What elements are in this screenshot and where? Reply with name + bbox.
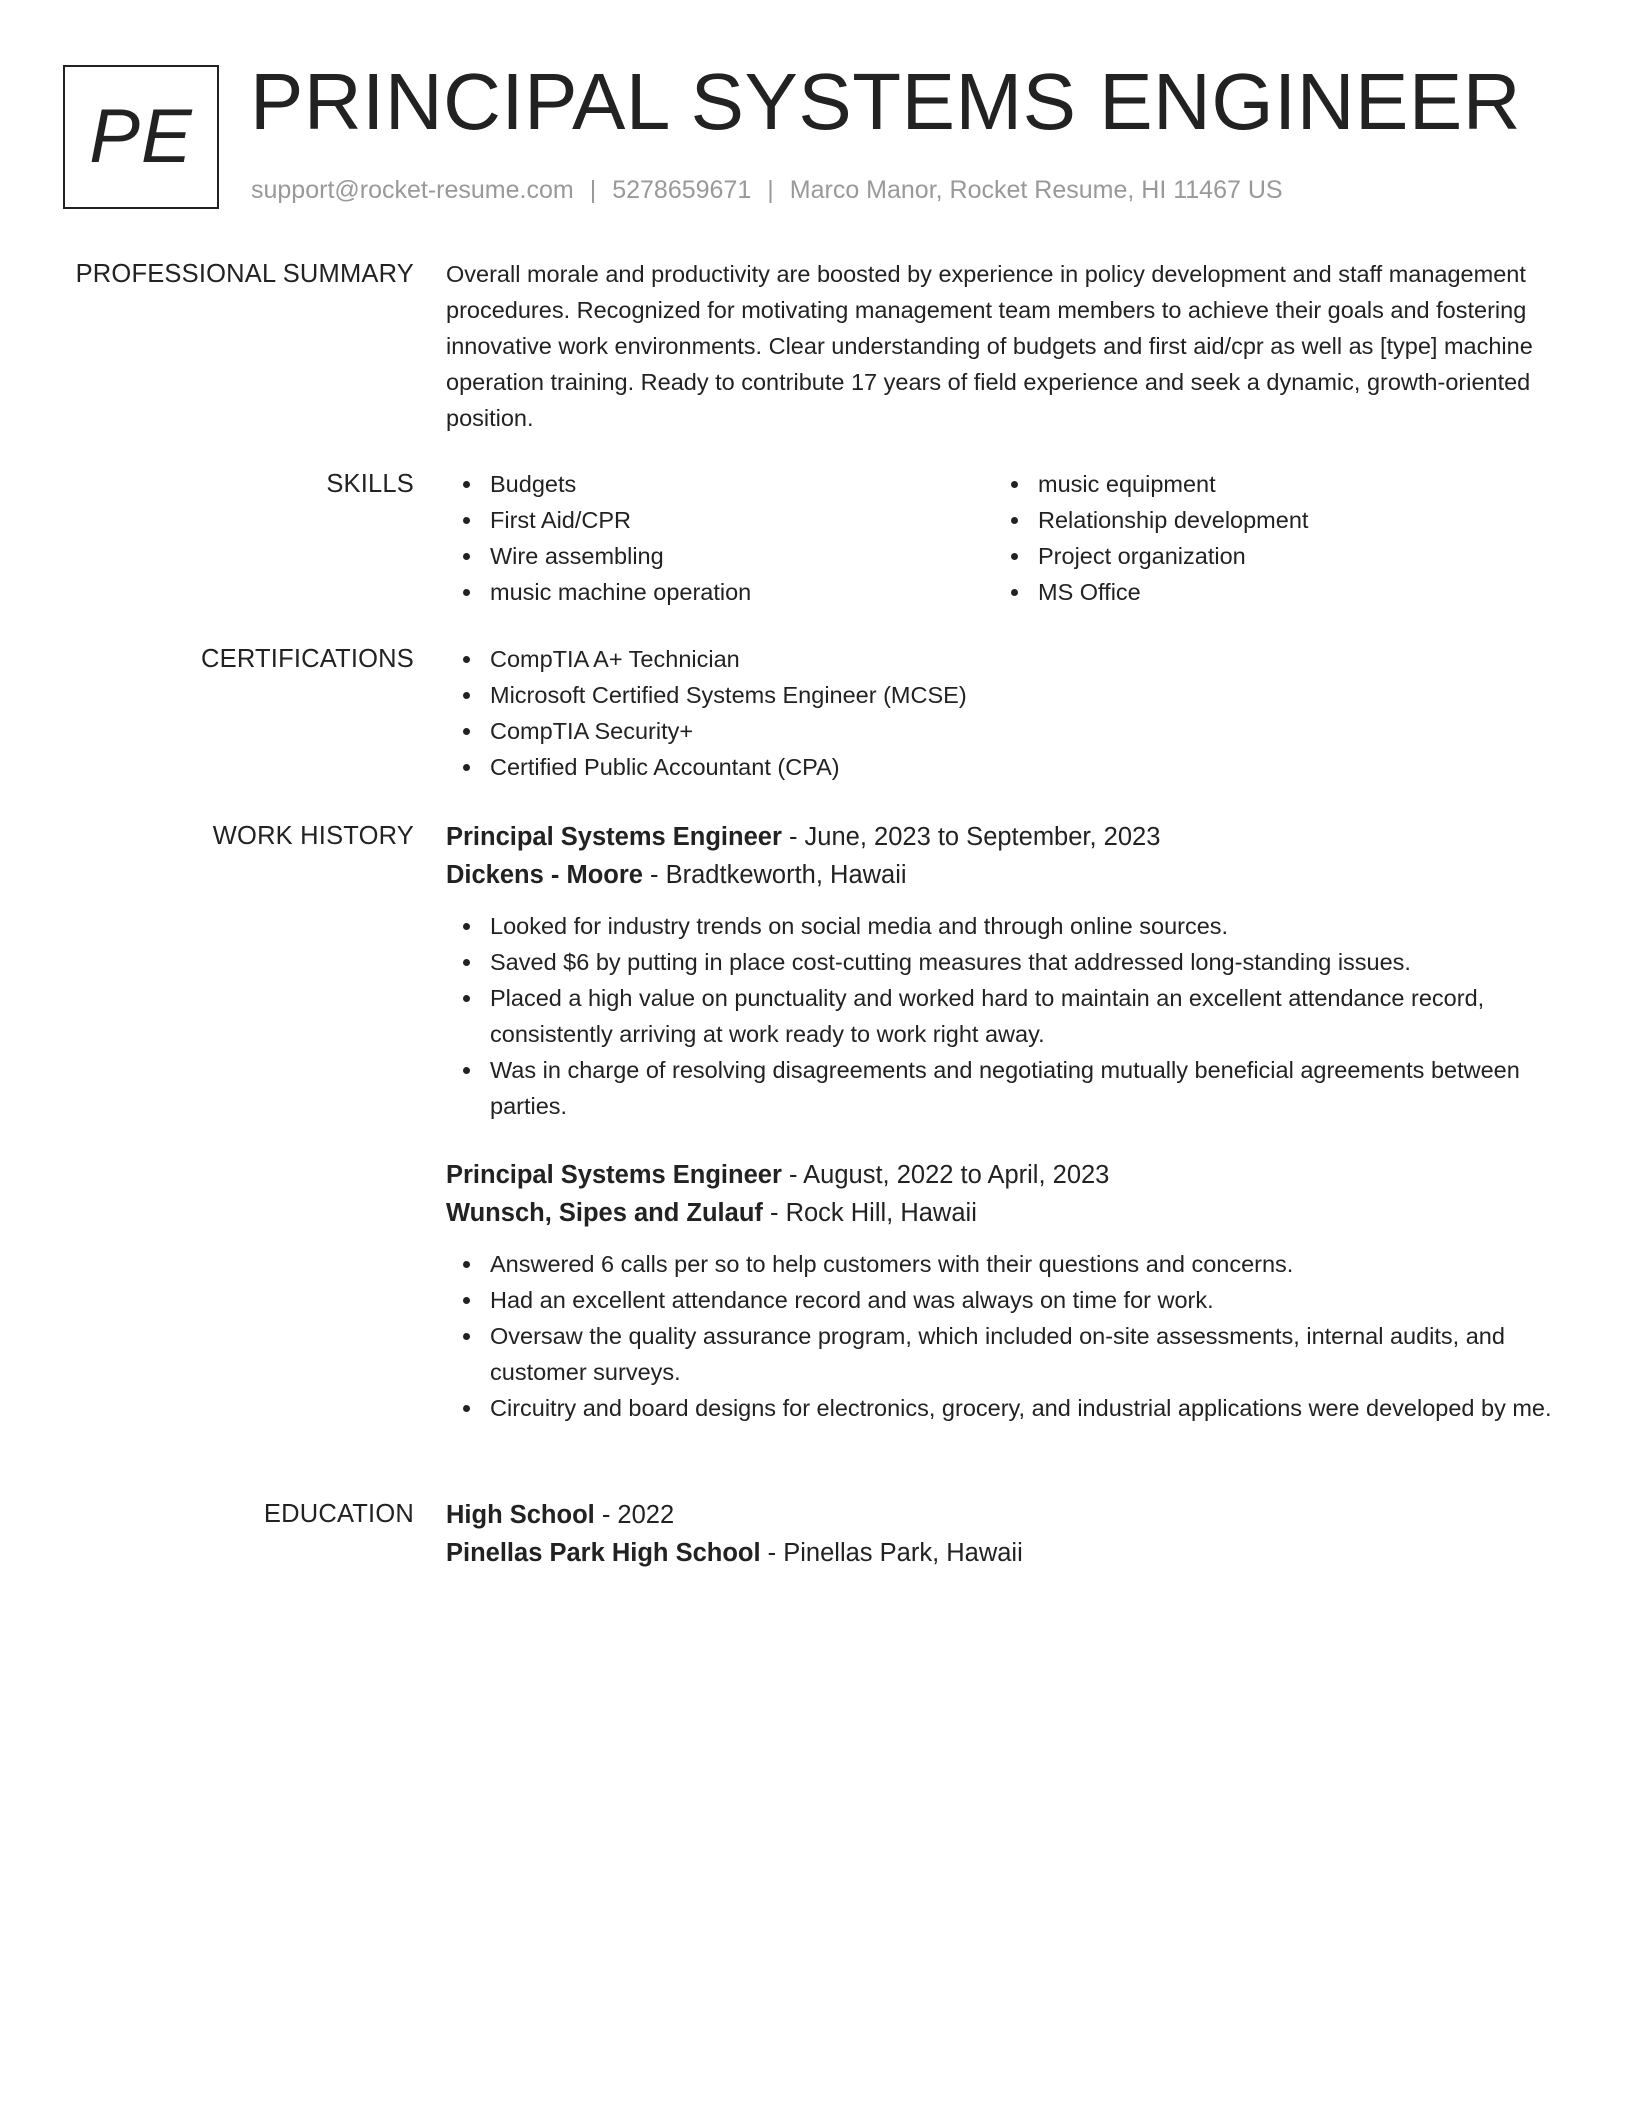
section-heading-work-history: WORK HISTORY [212, 822, 414, 850]
job-duty: Had an excellent attendance record and was always on time for work. [446, 1282, 1562, 1318]
job-company: Wunsch, Sipes and Zulauf [446, 1199, 763, 1227]
contact-separator: | [767, 176, 774, 204]
certification-item: CompTIA A+ Technician [446, 641, 1562, 677]
job-duties-list [446, 1246, 1562, 1426]
job-title: Principal Systems Engineer [446, 1161, 782, 1189]
contact-address: Marco Manor, Rocket Resume, HI 11467 US [789, 176, 1283, 204]
skills-list-left [446, 466, 994, 610]
job-title-line [446, 818, 1562, 856]
skill-item: Relationship development [994, 502, 1542, 538]
job-duties-list [446, 908, 1562, 1124]
job-dates: - August, 2022 to April, 2023 [781, 1161, 1110, 1189]
skill-item: MS Office [994, 574, 1542, 610]
section-heading-education: EDUCATION [263, 1500, 414, 1528]
education-degree: High School [446, 1501, 595, 1529]
certifications-list [446, 641, 1562, 785]
skill-item: music equipment [994, 466, 1542, 502]
monogram-box [63, 65, 219, 209]
job-company: Dickens - Moore [446, 861, 643, 889]
job-dates: - June, 2023 to September, 2023 [781, 823, 1161, 851]
job-location: - Bradtkeworth, Hawaii [642, 861, 907, 889]
job-duty: Oversaw the quality assurance program, which included on-site assessments, internal audits, and customer surveys. [446, 1318, 1562, 1390]
job-duty: Was in charge of resolving disagreements and negotiating mutually beneficial agreements between parties. [446, 1052, 1562, 1124]
education-school: Pinellas Park High School [446, 1539, 761, 1567]
education-year: - 2022 [594, 1501, 675, 1529]
job-duty: Looked for industry trends on social media and through online sources. [446, 908, 1562, 944]
section-heading-summary: PROFESSIONAL SUMMARY [75, 260, 414, 288]
section-heading-certifications: CERTIFICATIONS [201, 645, 414, 673]
job-duty: Placed a high value on punctuality and worked hard to maintain an excellent attendance record, consistently arriving at work ready to work right away. [446, 980, 1562, 1052]
education-degree-line [446, 1496, 1562, 1534]
monogram-initials: PE [89, 94, 193, 179]
job-duty: Answered 6 calls per so to help customers with their questions and concerns. [446, 1246, 1562, 1282]
certification-item: CompTIA Security+ [446, 713, 1562, 749]
job-company-line [446, 856, 1562, 894]
contact-email: support@rocket-resume.com [251, 176, 574, 204]
skill-item: First Aid/CPR [446, 502, 994, 538]
job-entry [446, 818, 1562, 1124]
job-company-line [446, 1194, 1562, 1232]
skill-item: Wire assembling [446, 538, 994, 574]
summary-text: Overall morale and productivity are boosted by experience in policy development and staff management procedures. Recognized for motivating management team members to achieve their goals and fostering innovative work environments. Clear understanding of budgets and first aid/cpr as well as [type] machine operation training. Ready to contribute 17 years of field experience and seek a dynamic, growth-oriented position. [446, 261, 1533, 431]
job-location: - Rock Hill, Hawaii [762, 1199, 977, 1227]
resume-name: PRINCIPAL SYSTEMS ENGINEER [250, 57, 1522, 146]
job-duty: Circuitry and board designs for electronics, grocery, and industrial applications were developed by me. [446, 1390, 1562, 1426]
section-heading-skills: SKILLS [326, 470, 414, 498]
job-title-line [446, 1156, 1562, 1194]
job-entry [446, 1156, 1562, 1426]
skills-list-right [994, 466, 1542, 610]
job-title: Principal Systems Engineer [446, 823, 782, 851]
contact-line [251, 172, 1283, 208]
certification-item: Certified Public Accountant (CPA) [446, 749, 1562, 785]
education-location: - Pinellas Park, Hawaii [760, 1539, 1023, 1567]
skill-item: Project organization [994, 538, 1542, 574]
job-duty: Saved $6 by putting in place cost-cutting measures that addressed long-standing issues. [446, 944, 1562, 980]
contact-separator: | [589, 176, 597, 204]
skill-item: Budgets [446, 466, 994, 502]
education-school-line [446, 1534, 1562, 1572]
contact-phone: 5278659671 [612, 176, 752, 204]
certification-item: Microsoft Certified Systems Engineer (MCSE) [446, 677, 1562, 713]
skill-item: music machine operation [446, 574, 994, 610]
